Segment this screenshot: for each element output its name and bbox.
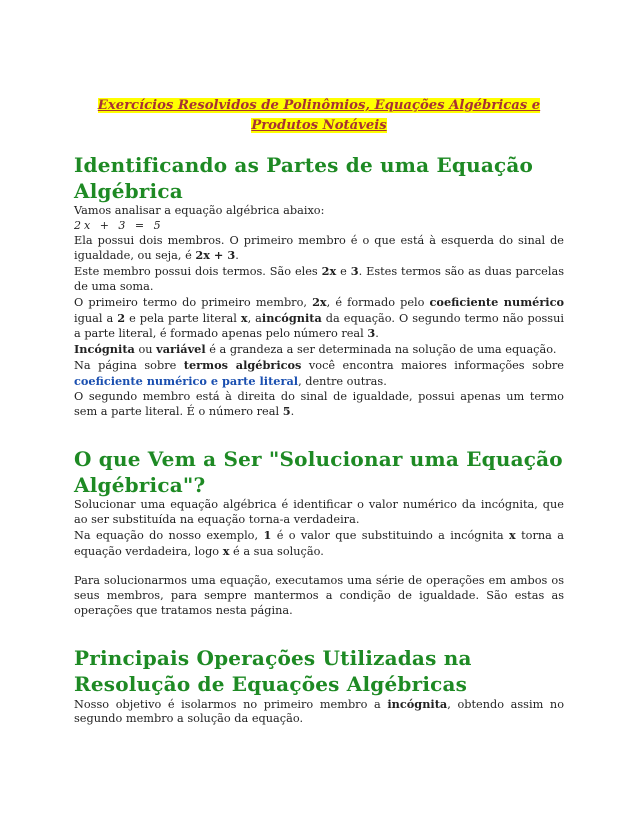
section3-paragraph-objective: Nosso objetivo é isolarmos no primeiro membro a incógnita, obtendo assim no segundo membro a solução da equação. <box>74 696 564 726</box>
section1-heading-line1: Identificando as Partes de uma Equação <box>74 153 534 177</box>
section2-heading <box>74 446 564 498</box>
section1-paragraph-first-term: O primeiro termo do primeiro membro, 2x, é formado pelo coeficiente numérico igual a 2 e pela parte literal x, aincógnita da equação. O segundo termo não possui a parte literal, é formado apenas pelo número real 3. <box>74 294 564 341</box>
document-title-line2: Produtos Notáveis <box>251 118 387 133</box>
section3-heading <box>74 645 564 697</box>
section2-heading-line2: Algébrica"? <box>74 473 206 498</box>
section2-paragraph-definition: Solucionar uma equação algébrica é identificar o valor numérico da incógnita, que ao ser substituída na equação torna-a verdadeira. <box>74 498 564 526</box>
section1-paragraph-second-member: O segundo membro está à direita do sinal de igualdade, possui apenas um termo sem a parte literal. É o número real 5. <box>74 389 564 419</box>
document-title <box>74 96 564 136</box>
section3-heading-line2: Resolução de Equações Algébricas <box>74 671 468 696</box>
section1-paragraph-see-also: Na página sobre termos algébricos você encontra maiores informações sobre coeficiente numérico e parte literal, dentre outras. <box>74 357 564 388</box>
section2-paragraph-example: Na equação do nosso exemplo, 1 é o valor que substituindo a incógnita x torna a equação verdadeira, logo x é a sua solução. <box>74 527 564 558</box>
section1-heading-line2: Algébrica <box>74 179 183 203</box>
document-title-line1: Exercícios Resolvidos de Polinômios, Equações Algébricas e <box>97 98 541 113</box>
section1-paragraph-terms: Este membro possui dois termos. São eles 2x e 3. Estes termos são as duas parcelas de uma soma. <box>74 264 564 293</box>
section2-heading-line1: O que Vem a Ser "Solucionar uma Equação <box>74 447 563 472</box>
document-page <box>74 96 564 727</box>
section1-paragraph-unknown: Incógnita ou variável é a grandeza a ser determinada na solução de uma equação. <box>74 342 557 357</box>
coeficiente-link[interactable]: coeficiente numérico e parte literal <box>74 373 299 388</box>
section2-paragraph-operations: Para solucionarmos uma equação, executamos uma série de operações em ambos os seus membros, para sempre mantermos a condição de igualdade. São estas as operações que tratamos nesta página. <box>74 574 564 617</box>
termos-algebricos-link[interactable]: termos algébricos <box>183 357 302 372</box>
section1-heading <box>74 152 564 204</box>
equation: 2x + 3 = 5 <box>74 218 164 232</box>
section1-intro: Vamos analisar a equação algébrica abaixo: <box>74 204 325 217</box>
section3-heading-line1: Principais Operações Utilizadas na <box>74 645 472 670</box>
section1-paragraph-members: Ela possui dois membros. O primeiro membro é o que está à esquerda do sinal de igualdade, ou seja, é 2x + 3. <box>74 233 564 263</box>
